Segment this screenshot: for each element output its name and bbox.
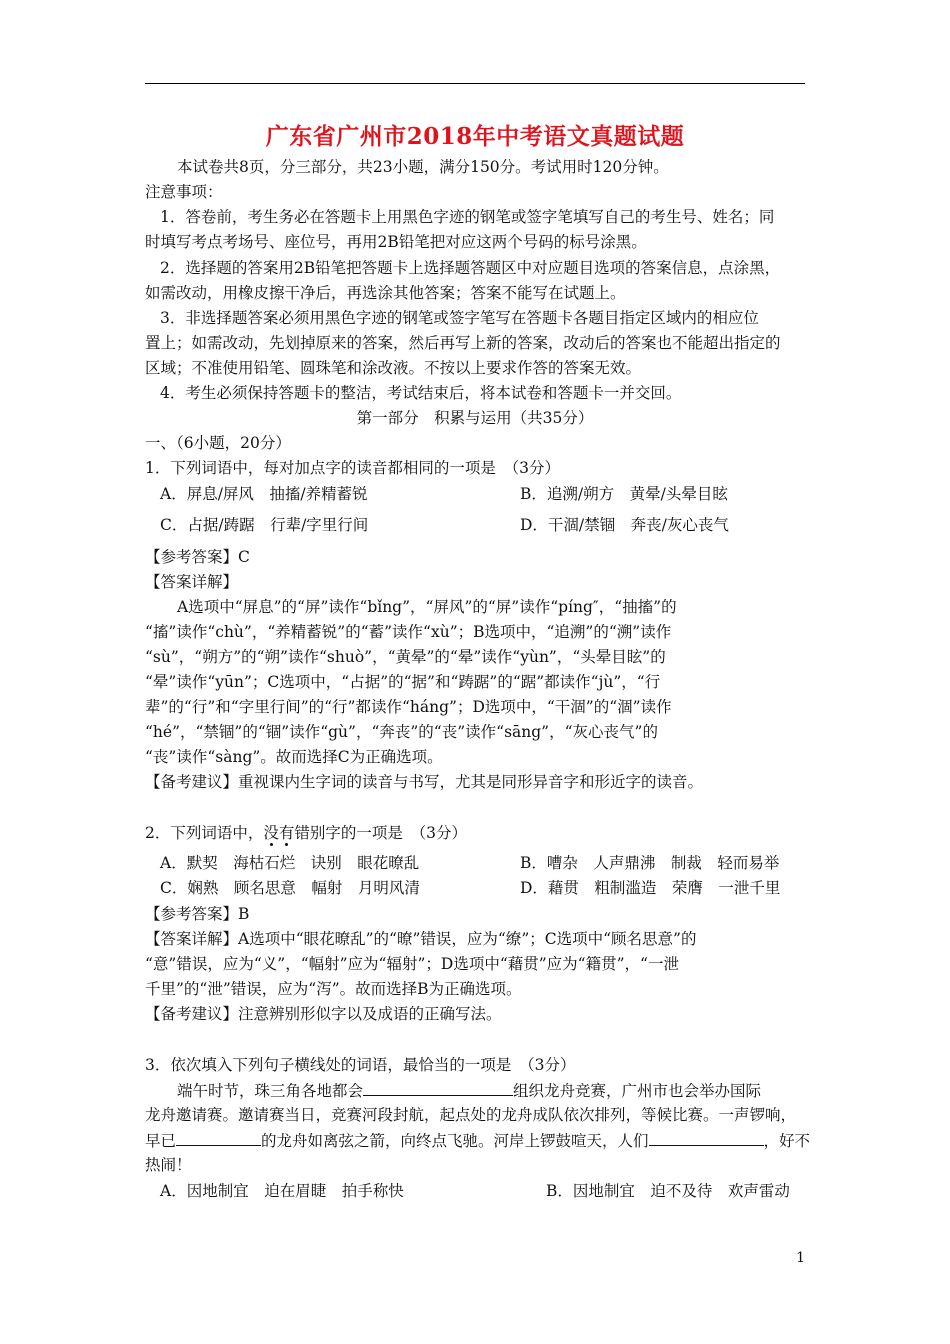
q3-text: 早已 xyxy=(145,1132,177,1150)
header-rule xyxy=(145,83,805,84)
q1-option-a: A．屏息/屏风 抽搐/养精蓄锐 xyxy=(160,485,368,503)
q2-stem-dotted-char: 没 xyxy=(263,824,279,842)
q3-text: 端午时节，珠三角各地都会 xyxy=(177,1082,364,1100)
q2-detail-line: 【答案详解】A选项中“眼花暸乱”的“暸”错误，应为“缭”；C选项中“顾名思意”的 xyxy=(145,930,697,948)
q2-option-a: A．默契 海枯石烂 诀别 眼花暸乱 xyxy=(160,854,420,872)
notice-line: 2．选择题的答案用2B铅笔把答题卡上选择题答题区中对应题目选项的答案信息，点涂黑， xyxy=(160,259,781,277)
q1-option-c: C．占据/踌踞 行辈/字里行间 xyxy=(160,516,369,534)
notice-line: 置上；如需改动，先划掉原来的答案，然后再写上新的答案，改动后的答案也不能超出指定的 xyxy=(145,334,781,352)
page-title: 广东省广州市2018年中考语文真题试题 xyxy=(265,123,685,150)
section1-heading: 一、（6小题，20分） xyxy=(145,434,291,452)
notice-line: 区域；不准使用铅笔、圆珠笔和涂改液。不按以上要求作答的答案无效。 xyxy=(145,359,642,377)
q3-passage-line xyxy=(177,1079,761,1102)
q1-detail-line: 辈”的“行”和“字里行间”的“行”都读作“háng”；D选项中，“干涸”的“涸”读作 xyxy=(145,698,672,716)
q1-suggestion: 【备考建议】重视课内生字词的读音与书写，尤其是同形异音字和形近字的读音。 xyxy=(145,773,704,791)
q3-passage-line: 龙舟邀请赛。邀请赛当日，竞赛河段封航，起点处的龙舟成队依次排列，等候比赛。一声锣响， xyxy=(145,1106,797,1124)
q2-stem-dotted-char: 有 xyxy=(278,824,295,842)
page-number: 1 xyxy=(796,1250,805,1266)
q1-detail-line: “晕”读作“yūn”；C选项中，“占据”的“据”和“踌踞”的“踞”都读作“jù”，“行 xyxy=(145,673,661,691)
notice-line: 1．答卷前，考生务必在答题卡上用黑色字迹的钢笔或签字笔填写自己的考生号、姓名；同 xyxy=(160,208,775,226)
q3-option-a: A．因地制宜 迫在眉睫 拍手称快 xyxy=(160,1182,404,1200)
q3-stem: 3．依次填入下列句子横线处的词语，最恰当的一项是 （3分） xyxy=(145,1056,576,1074)
q1-answer: 【参考答案】C xyxy=(145,548,250,566)
notice-line: 4．考生必须保持答题卡的整洁，考试结束后，将本试卷和答题卡一并交回。 xyxy=(160,384,682,402)
q2-answer: 【参考答案】B xyxy=(145,905,250,923)
q3-blank-3 xyxy=(649,1129,764,1146)
q2-detail-line: 千里”的“泄”错误，应为“泻”。故而选择B为正确选项。 xyxy=(145,980,522,998)
q1-option-d: D．干涸/禁锢 奔丧/灰心丧气 xyxy=(520,516,729,534)
q1-detail-line: A选项中“屏息”的“屏”读作“bǐng”，“屏风”的“屏”读作“píng″，“抽搐”的 xyxy=(177,598,677,616)
q3-passage-line xyxy=(145,1129,810,1152)
q2-stem-post: 错别字的一项是 （3分） xyxy=(294,824,468,842)
q2-detail-line: “意”错误，应为“义”，“幅射”应为“辐射”；D选项中“藉贯”应为“籍贯”，“一泄 xyxy=(145,955,679,973)
q1-detail-line: “sù”，“朔方”的“朔”读作“shuò”，“黄晕”的“晕”读作“yùn”，“头晕目眩”的 xyxy=(145,648,666,666)
q3-text: 组织龙舟竞赛，广州市也会举办国际 xyxy=(513,1082,762,1100)
notice-heading: 注意事项： xyxy=(145,183,223,201)
q1-option-b: B．追溯/朔方 黄晕/头晕目眩 xyxy=(520,485,728,503)
notice-line: 时填写考点考场号、座位号，再用2B铅笔把对应这两个号码的标号涂黑。 xyxy=(145,233,647,251)
q3-passage-line: 热闹！ xyxy=(145,1156,192,1174)
q1-detail-heading: 【答案详解】 xyxy=(145,573,239,591)
q1-stem: 1．下列词语中，每对加点字的读音都相同的一项是 （3分） xyxy=(145,459,560,477)
q3-blank-1 xyxy=(363,1079,513,1096)
q2-option-c: C．娴熟 顾名思意 幅射 月明风清 xyxy=(160,879,420,897)
part1-heading: 第一部分 积累与运用（共35分） xyxy=(356,409,594,427)
notice-line: 3．非选择题答案必须用黑色字迹的钢笔或签字笔写在答题卡各题目指定区域内的相应位 xyxy=(160,309,759,327)
q3-blank-2 xyxy=(176,1129,261,1146)
intro-text: 本试卷共8页，分三部分，共23小题，满分150分。考试用时120分钟。 xyxy=(177,158,669,176)
q2-option-b: B．嘈杂 人声鼎沸 制裁 轻而易举 xyxy=(520,854,780,872)
q1-detail-line: “搐”读作“chù”，“养精蓄锐”的“蓄”读作“xù”；B选项中，“追溯”的“溯”读作 xyxy=(145,623,672,641)
q2-suggestion: 【备考建议】注意辨别形似字以及成语的正确写法。 xyxy=(145,1005,502,1023)
q2-option-d: D．藉贯 粗制滥造 荣膺 一泄千里 xyxy=(520,879,781,897)
q3-option-b: B．因地制宜 迫不及待 欢声雷动 xyxy=(546,1182,790,1200)
q3-text: 的龙舟如离弦之箭，向终点飞驰。河岸上锣鼓喧天，人们 xyxy=(261,1132,649,1150)
q2-stem-pre: 2．下列词语中， xyxy=(145,824,264,842)
q1-detail-line: “丧”读作“sàng”。故而选择C为正确选项。 xyxy=(145,748,443,766)
q1-detail-line: “hé”，“禁锢”的“锢”读作“gù”，“奔丧”的“丧”读作“sāng”，“灰心丧气”的 xyxy=(145,723,658,741)
q3-text: ，好不 xyxy=(763,1132,811,1150)
notice-line: 如需改动，用橡皮擦干净后，再选涂其他答案；答案不能写在试题上。 xyxy=(145,284,626,302)
q2-stem xyxy=(145,822,467,844)
